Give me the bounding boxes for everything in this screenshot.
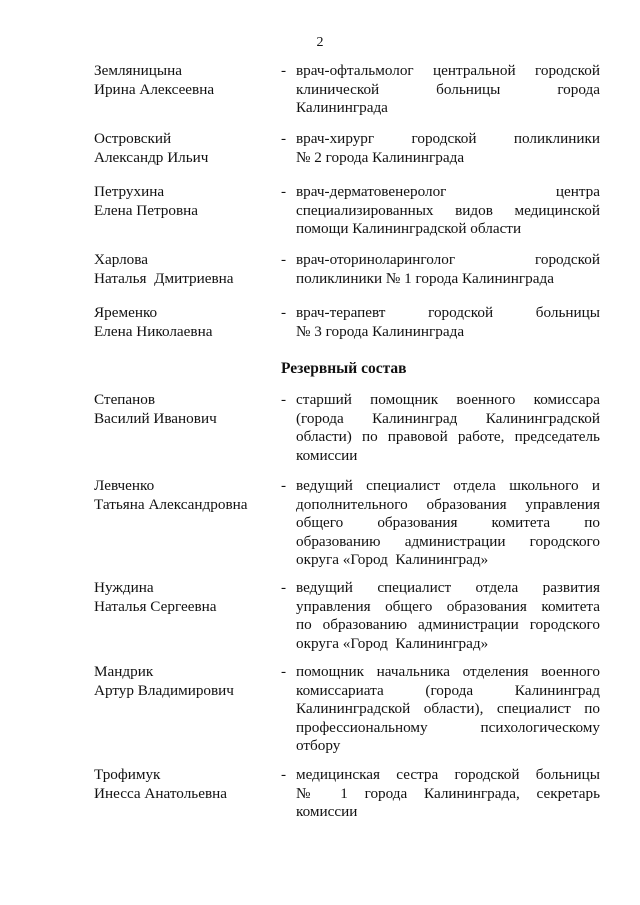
member-name (94, 130, 284, 167)
role-line: (города Калининград Калининградской (296, 409, 600, 427)
dash: - (281, 304, 287, 321)
member-given-names: Александр Ильич (94, 148, 209, 166)
member-surname: Нуждина (94, 579, 154, 596)
member-surname: Островский (94, 130, 172, 147)
role-line: врач-оториноларинголог городской (296, 251, 600, 268)
member-given-names: Ирина Алексеевна (94, 80, 215, 98)
role-line: управления общего образования комитета (296, 597, 600, 615)
role-line: ведущий специалист отдела школьного и (296, 477, 600, 494)
role-line: комиссариата (города Калининград (296, 681, 600, 699)
member-name (94, 663, 284, 700)
role-line: врач-хирург городской поликлиники (296, 130, 600, 147)
member-role (296, 304, 600, 341)
section-title-reserve: Резервный состав (281, 360, 407, 377)
member-surname: Петрухина (94, 183, 165, 200)
member-name (94, 766, 284, 803)
role-line: № 3 города Калининграда (296, 322, 465, 340)
role-line: Калининграда (296, 99, 388, 116)
role-line: общего образования комитета по (296, 514, 600, 531)
role-line: врач-дерматовенеролог центра (296, 183, 600, 200)
member-given-names: Елена Николаевна (94, 322, 213, 340)
role-line: клинической больницы города (296, 80, 600, 98)
member-given-names: Василий Иванович (94, 409, 217, 427)
dash: - (281, 251, 287, 268)
role-line: помощи Калининградской области (296, 220, 522, 237)
member-given-names: Артур Владимирович (94, 681, 234, 699)
role-line: округа «Город Калининград» (296, 634, 489, 652)
member-given-names: Инесса Анатольевна (94, 784, 227, 802)
member-given-names: Татьяна Александровна (94, 495, 248, 513)
dash: - (281, 766, 287, 783)
role-line: дополнительного образования управления (296, 495, 600, 513)
member-surname: Яременко (94, 304, 158, 321)
role-line: врач-офтальмолог центральной городской (296, 62, 600, 79)
member-name (94, 251, 284, 288)
role-line: поликлиники № 1 города Калининграда (296, 269, 554, 287)
page-number: 2 (316, 35, 324, 50)
member-role (296, 130, 600, 167)
member-role (296, 62, 600, 118)
role-line: помощник начальника отделения военного (296, 663, 600, 680)
member-role (296, 766, 600, 822)
role-line: области) по правовой работе, председатель (296, 428, 600, 445)
member-role (296, 391, 600, 465)
role-line: № 2 города Калининграда (296, 148, 465, 166)
role-line: комиссии (296, 446, 358, 464)
role-line: профессиональному психологическому (296, 718, 600, 736)
role-line: отбору (296, 737, 341, 754)
dash: - (281, 183, 287, 200)
role-line: Калининградской области), специалист по (296, 700, 600, 717)
member-given-names: Наталья Дмитриевна (94, 269, 234, 287)
role-line: специализированных видов медицинской (296, 201, 600, 219)
member-name (94, 391, 284, 428)
member-role (296, 477, 600, 570)
dash: - (281, 391, 287, 408)
member-name (94, 304, 284, 341)
member-role (296, 579, 600, 653)
role-line: медицинская сестра городской больницы (296, 766, 600, 783)
member-surname: Трофимук (94, 766, 161, 783)
dash: - (281, 62, 287, 79)
role-line: по образованию администрации городского (296, 616, 600, 633)
member-name (94, 579, 284, 616)
member-role (296, 183, 600, 239)
member-given-names: Наталья Сергеевна (94, 597, 217, 615)
member-given-names: Елена Петровна (94, 201, 199, 219)
role-line: врач-терапевт городской больницы (296, 304, 600, 321)
role-line: комиссии (296, 803, 358, 820)
role-line: ведущий специалист отдела развития (296, 579, 600, 596)
dash: - (281, 130, 287, 147)
dash: - (281, 663, 287, 680)
member-name (94, 62, 284, 99)
member-surname: Земляницына (94, 62, 182, 79)
member-role (296, 663, 600, 756)
member-name (94, 477, 284, 514)
role-line: образованию администрации городского (296, 532, 600, 550)
member-role (296, 251, 600, 288)
member-surname: Степанов (94, 391, 156, 408)
dash: - (281, 579, 287, 596)
member-surname: Мандрик (94, 663, 154, 680)
member-surname: Харлова (94, 251, 148, 268)
role-line: округа «Город Калининград» (296, 551, 489, 568)
role-line: старший помощник военного комиссара (296, 391, 600, 408)
role-line: № 1 города Калининграда, секретарь (296, 784, 600, 802)
member-surname: Левченко (94, 477, 155, 494)
dash: - (281, 477, 287, 494)
member-name (94, 183, 284, 220)
